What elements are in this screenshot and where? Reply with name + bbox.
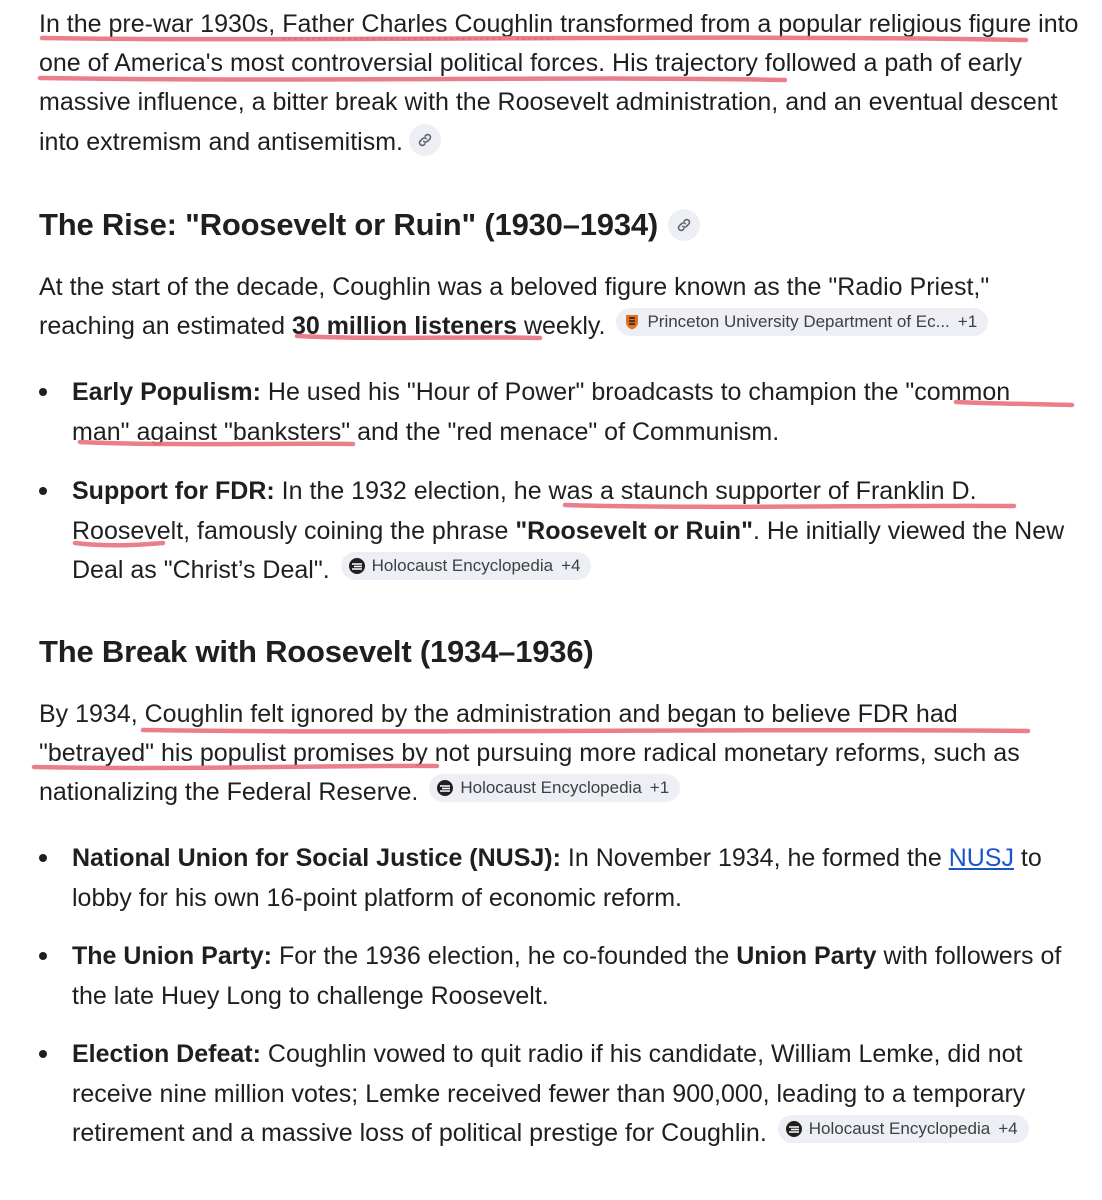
bullet-body-end: with followers of the late Huey Long to challenge Roosevelt. — [72, 942, 1062, 1010]
source-chip-holocaust[interactable] — [778, 1115, 1029, 1143]
source-chip-count: +1 — [649, 778, 670, 798]
roosevelt-or-ruin-bold: "Roosevelt or Ruin" — [515, 516, 753, 545]
bullet-title: Election Defeat: — [72, 1040, 261, 1068]
coughlin-entity-link[interactable]: Father Charles Coughlin — [282, 10, 554, 38]
union-party-bold: Union Party — [736, 942, 877, 970]
bullet-text — [72, 472, 1069, 591]
bullet-dot — [39, 1050, 47, 1058]
intro-text-start: In the pre-war 1930s, — [39, 10, 283, 38]
section2-paragraph — [39, 695, 1079, 813]
bullet-text — [72, 1035, 1069, 1154]
section2-text: By 1934, Coughlin felt ignored by the administration and began to believe FDR had "betrayed" his populist promises by not pursuing more radical monetary reforms, such as nationalizing the Federal Reserve. — [39, 700, 1020, 807]
section2-paragraph-block — [39, 695, 1079, 813]
princeton-shield-icon — [623, 313, 641, 331]
list-item — [39, 373, 1069, 452]
bullet-dot — [39, 487, 47, 495]
source-chip-holocaust[interactable] — [341, 552, 592, 580]
section1-heading — [39, 205, 700, 245]
list-item — [39, 472, 1069, 591]
bullet-text — [72, 839, 1069, 918]
list-item — [39, 1035, 1069, 1154]
intro-block — [39, 5, 1079, 162]
intro-paragraph — [39, 5, 1079, 162]
source-chip-count: +1 — [957, 312, 978, 332]
source-chip-label: Holocaust Encyclopedia — [371, 556, 554, 575]
bullet-body: In November 1934, he formed the — [560, 844, 949, 872]
source-chip-princeton[interactable] — [616, 308, 988, 336]
bullet-body-end: . He initially viewed the New Deal as "Christ’s Deal". — [72, 516, 1065, 584]
bullet-title: Support for FDR: — [72, 477, 275, 505]
section1-text-start: At the start of the decade, Coughlin was a beloved figure known as the "Radio Priest," reaching an estimated — [39, 273, 990, 341]
section1-paragraph-block — [39, 268, 1079, 346]
bullet-dot — [39, 854, 47, 862]
bullet-text — [72, 937, 1069, 1016]
bullet-dot — [39, 952, 47, 960]
holocaust-encyclopedia-icon — [785, 1120, 803, 1138]
section1-heading-text: The Rise: "Roosevelt or Ruin" (1930–1934) — [39, 207, 659, 242]
bullet-title: National Union for Social Justice (NUSJ): — [72, 844, 561, 872]
listeners-bold: 30 million listeners — [291, 312, 518, 341]
section2-heading: The Break with Roosevelt (1934–1936) — [39, 634, 594, 669]
section1-heading-block — [39, 205, 700, 245]
list-item — [39, 937, 1069, 1016]
source-chip-label: Holocaust Encyclopedia — [808, 1119, 991, 1138]
nusj-link[interactable]: NUSJ — [948, 844, 1014, 872]
section2-heading-block — [39, 632, 594, 672]
intro-text-rest: transformed from a popular religious figure into one of America's most controversial political forces. His trajectory followed a path of early massive influence, a bitter break with the Roosevelt administration, and an eventual descent into extremism and antisemitism. — [39, 10, 1079, 156]
list-item — [39, 839, 1069, 918]
source-chip-label: Princeton University Department of Ec... — [647, 312, 950, 332]
bullet-text — [72, 373, 1069, 452]
bullet-body-end: to lobby for his own 16-point platform of economic reform. — [72, 844, 1042, 912]
source-chip-label: Holocaust Encyclopedia — [460, 778, 642, 798]
link-icon — [676, 217, 692, 233]
bullet-body: Coughlin vowed to quit radio if his candidate, William Lemke, did not receive nine million votes; Lemke received fewer than 900,000, leading to a temporary retirement and a massive loss of political prestige for Coughlin. — [72, 1040, 1026, 1147]
holocaust-encyclopedia-icon — [348, 557, 366, 575]
bullet-title: The Union Party: — [72, 942, 273, 970]
link-icon — [417, 132, 433, 148]
bullet-title: Early Populism: — [72, 378, 261, 406]
source-chip-count: +4 — [998, 1119, 1018, 1138]
bullet-dot — [39, 388, 47, 396]
source-chip-holocaust[interactable] — [429, 774, 680, 802]
holocaust-encyclopedia-icon — [436, 779, 454, 797]
section1-paragraph — [39, 268, 1079, 346]
bullet-body: In the 1932 election, he was a staunch supporter of Franklin D. Roosevelt, famously coining the phrase — [72, 477, 977, 545]
source-chip-count: +4 — [561, 556, 581, 575]
bullet-body: For the 1936 election, he co-founded the — [272, 942, 737, 970]
section1-text-end: weekly. — [517, 312, 606, 341]
intro-source-link-button[interactable] — [409, 124, 441, 156]
section1-link-button[interactable] — [668, 209, 700, 241]
bullet-body: He used his "Hour of Power" broadcasts to champion the "common man" against "banksters" and the "red menace" of Communism. — [72, 378, 1011, 446]
